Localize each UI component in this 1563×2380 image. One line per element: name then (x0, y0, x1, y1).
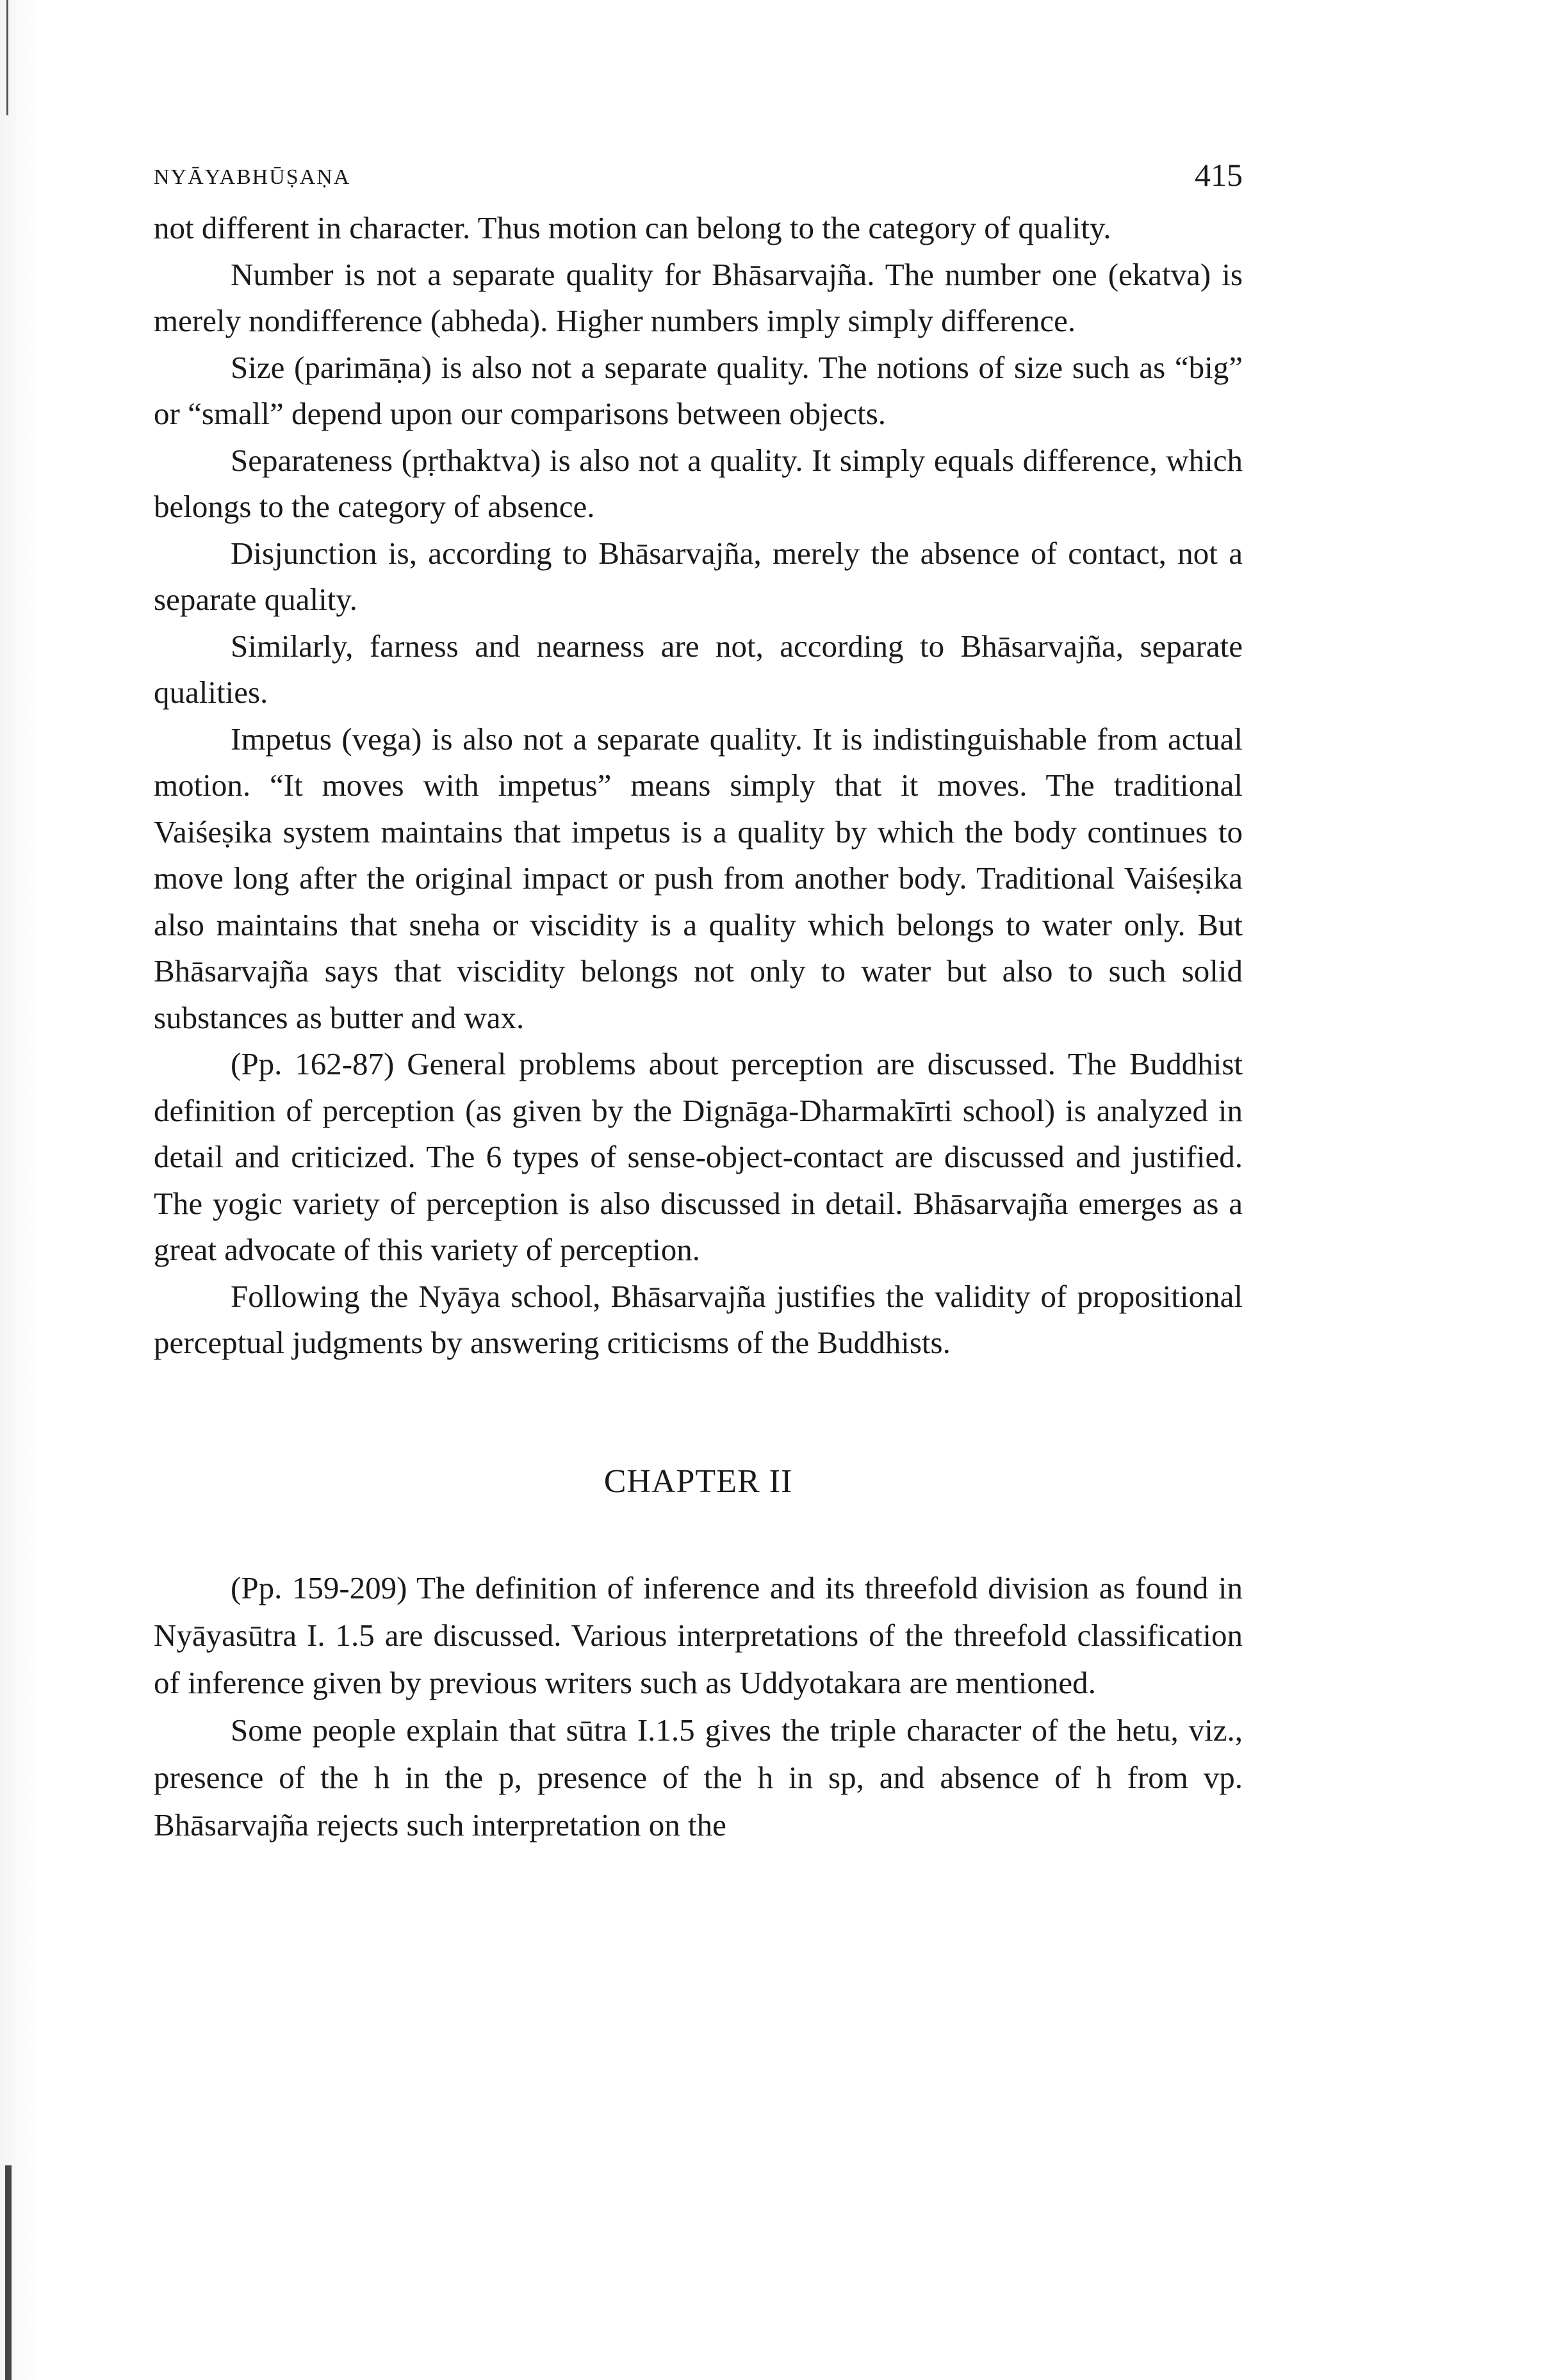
paragraph: Disjunction is, according to Bhāsarvajña, merely the absence of contact, not a separate quality. (154, 535, 1243, 617)
main-text (154, 205, 1243, 1366)
paragraph: Size (parimāṇa) is also not a separate quality. The notions of size such as “big” or “small” depend upon our comparisons between objects. (154, 349, 1243, 431)
scan-edge-mark-top (6, 0, 8, 115)
scan-margin-shadow (0, 0, 40, 2380)
paragraph: Number is not a separate quality for Bhāsarvajña. The number one (ekatva) is merely nondifference (abheda). Higher numbers imply simply difference. (154, 256, 1243, 338)
paragraph: Following the Nyāya school, Bhāsarvajña justifies the validity of propositional perceptual judgments by answering criticisms of the Buddhists. (154, 1278, 1243, 1360)
running-header (154, 154, 1243, 205)
running-title: NYĀYABHŪṢAṆA (154, 165, 351, 189)
paragraph: Some people explain that sūtra I.1.5 gives the triple character of the hetu, viz., presence of the h in the p, presence of the h in sp, and absence of h from vp. Bhāsarvajña rejects such interpretation on the (154, 1712, 1243, 1842)
chapter-text (154, 1564, 1243, 1849)
scan-edge-mark-bottom (5, 2165, 12, 2380)
paragraph: Separateness (pṛthaktva) is also not a quality. It simply equals difference, which belongs to the category of absence. (154, 442, 1243, 524)
page-number: 415 (1195, 157, 1243, 193)
paragraph: Similarly, farness and nearness are not, according to Bhāsarvajña, separate qualities. (154, 628, 1243, 710)
paragraph: (Pp. 159-209) The definition of inference and its threefold division as found in Nyāyasūtra I. 1.5 are discussed. Various interpretations of the threefold classification of inference given by previous writers such as Uddyotakara are mentioned. (154, 1570, 1243, 1700)
paragraph: (Pp. 162-87) General problems about perception are discussed. The Buddhist definition of perception (as given by the Dignāga-Dharmakīrti school) is analyzed in detail and criticized. The 6 types of sense-object-contact are discussed and justified. The yogic variety of perception is also discussed in detail. Bhāsarvajña emerges as a great advocate of this variety of perception. (154, 1046, 1243, 1267)
chapter-heading: CHAPTER II (603, 1463, 793, 1500)
paragraph: Impetus (vega) is also not a separate quality. It is indistinguishable from actual motion. “It moves with impetus” means simply that it moves. The traditional Vaiśeṣika system maintains that impetus is a quality by which the body continues to move long after the original impact or push from another body. Traditional Vaiśeṣika also maintains that sneha or viscidity is a quality which belongs to water only. But Bhāsarvajña says that viscidity belongs not only to water but also to such solid substances as butter and wax. (154, 721, 1243, 1035)
book-page (154, 154, 1243, 1849)
paragraph: not different in character. Thus motion can belong to the category of quality. (154, 210, 1111, 245)
